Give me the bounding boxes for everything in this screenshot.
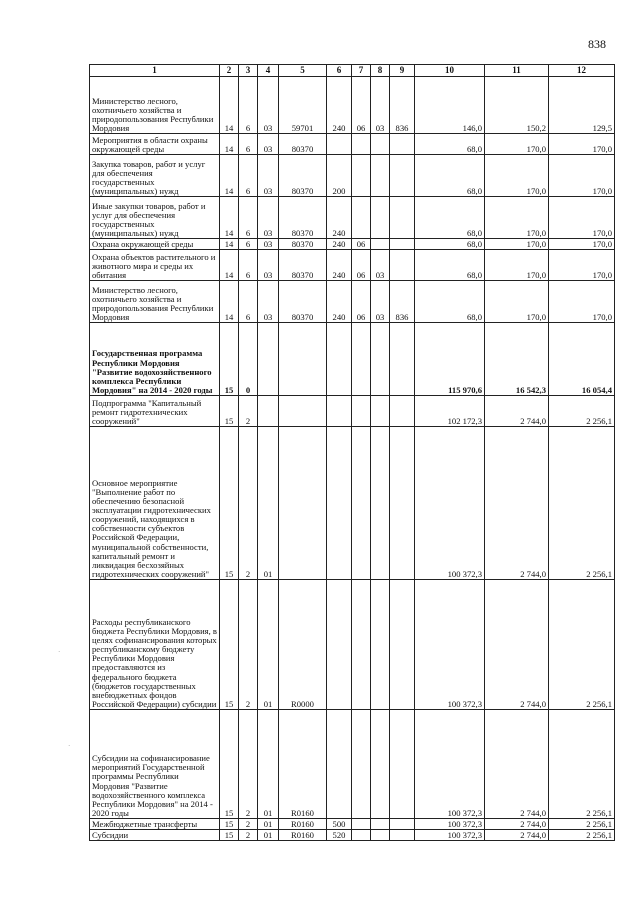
cell-code-9 (390, 197, 415, 239)
cell-code-4: 01 (258, 710, 279, 819)
table-row (90, 580, 615, 710)
cell-code-9 (390, 323, 415, 396)
column-header: 6 (327, 65, 352, 77)
cell-code-5: 80370 (279, 239, 327, 250)
row-name-cell: Субсидии на софинансирование мероприятий Государственной программы Республики Мордовия "Развитие водохозяйственного комплекса Республики Мордовия" на 2014 - 2020 годы (90, 710, 220, 819)
cell-code-5: 80370 (279, 155, 327, 197)
cell-code-7: 06 (352, 77, 371, 134)
cell-code-5: 59701 (279, 77, 327, 134)
cell-code-4: 01 (258, 830, 279, 841)
row-name-cell: Охрана объектов растительного и животного мира и среды их обитания (90, 250, 220, 281)
cell-code-9 (390, 710, 415, 819)
cell-amount-10: 100 372,3 (415, 427, 485, 580)
column-header: 1 (90, 65, 220, 77)
cell-amount-12: 2 256,1 (549, 396, 615, 427)
cell-code-8 (371, 155, 390, 197)
table-row (90, 197, 615, 239)
cell-code-6 (327, 580, 352, 710)
cell-code-8 (371, 427, 390, 580)
column-header: 8 (371, 65, 390, 77)
cell-code-6: 240 (327, 197, 352, 239)
cell-code-3: 6 (239, 77, 258, 134)
cell-amount-11: 170,0 (485, 155, 549, 197)
cell-code-9 (390, 580, 415, 710)
cell-code-2: 14 (220, 239, 239, 250)
table-row (90, 155, 615, 197)
cell-code-4: 03 (258, 134, 279, 155)
cell-code-8: 03 (371, 77, 390, 134)
cell-amount-10: 68,0 (415, 155, 485, 197)
cell-code-7 (352, 830, 371, 841)
cell-amount-11: 2 744,0 (485, 427, 549, 580)
cell-code-6: 500 (327, 819, 352, 830)
cell-amount-12: 170,0 (549, 134, 615, 155)
table-row (90, 250, 615, 281)
cell-code-7: 06 (352, 239, 371, 250)
cell-code-2: 14 (220, 77, 239, 134)
cell-code-8 (371, 819, 390, 830)
row-name-cell: Подпрограмма "Капитальный ремонт гидротехнических сооружений" (90, 396, 220, 427)
cell-amount-12: 129,5 (549, 77, 615, 134)
table-row (90, 830, 615, 841)
table-row (90, 396, 615, 427)
scan-mark: · (68, 742, 71, 750)
table-row (90, 710, 615, 819)
column-header: 3 (239, 65, 258, 77)
cell-amount-10: 146,0 (415, 77, 485, 134)
cell-code-2: 15 (220, 830, 239, 841)
cell-code-8 (371, 580, 390, 710)
cell-amount-12: 2 256,1 (549, 710, 615, 819)
cell-code-3: 2 (239, 710, 258, 819)
row-name-cell: Закупка товаров, работ и услуг для обеспечения государственных (муниципальных) нужд (90, 155, 220, 197)
cell-code-7: 06 (352, 250, 371, 281)
cell-code-3: 2 (239, 427, 258, 580)
cell-code-3: 6 (239, 197, 258, 239)
row-name-cell: Иные закупки товаров, работ и услуг для обеспечения государственных (муниципальных) нужд (90, 197, 220, 239)
cell-code-9: 836 (390, 77, 415, 134)
column-header: 4 (258, 65, 279, 77)
row-name-cell: Государственная программа Республики Мордовия "Развитие водохозяйственного комплекса Республики Мордовия" на 2014 - 2020 годы (90, 323, 220, 396)
cell-code-8 (371, 710, 390, 819)
column-header: 12 (549, 65, 615, 77)
cell-code-7 (352, 710, 371, 819)
cell-code-8 (371, 197, 390, 239)
cell-code-3: 6 (239, 281, 258, 323)
column-header: 7 (352, 65, 371, 77)
column-header: 5 (279, 65, 327, 77)
cell-amount-11: 170,0 (485, 239, 549, 250)
cell-code-8: 03 (371, 250, 390, 281)
cell-code-9 (390, 396, 415, 427)
cell-code-5: R0160 (279, 710, 327, 819)
cell-code-5: 80370 (279, 134, 327, 155)
row-name-cell: Субсидии (90, 830, 220, 841)
cell-code-8: 03 (371, 281, 390, 323)
cell-amount-12: 2 256,1 (549, 580, 615, 710)
cell-code-5: R0160 (279, 830, 327, 841)
cell-code-2: 15 (220, 427, 239, 580)
cell-code-9: 836 (390, 281, 415, 323)
table-row (90, 819, 615, 830)
cell-code-6: 240 (327, 250, 352, 281)
column-header: 11 (485, 65, 549, 77)
table-row (90, 427, 615, 580)
cell-amount-12: 16 054,4 (549, 323, 615, 396)
cell-amount-10: 68,0 (415, 197, 485, 239)
cell-code-3: 6 (239, 250, 258, 281)
cell-code-7: 06 (352, 281, 371, 323)
cell-code-3: 6 (239, 134, 258, 155)
cell-code-5: R0160 (279, 819, 327, 830)
cell-code-5: 80370 (279, 197, 327, 239)
cell-code-8 (371, 239, 390, 250)
cell-code-7 (352, 580, 371, 710)
cell-code-4: 03 (258, 155, 279, 197)
cell-amount-12: 170,0 (549, 281, 615, 323)
cell-code-9 (390, 830, 415, 841)
cell-code-6 (327, 323, 352, 396)
row-name-cell: Мероприятия в области охраны окружающей среды (90, 134, 220, 155)
column-header: 10 (415, 65, 485, 77)
row-name-cell: Основное мероприятие "Выполнение работ по обеспечению безопасной эксплуатации гидротехнических сооружений, находящихся в собственности субъектов Российской Федерации, муниципальной собственности, капитальный ремонт и ликвидация бесхозяйных гидротехнических сооружений" (90, 427, 220, 580)
cell-code-9 (390, 155, 415, 197)
cell-code-7 (352, 396, 371, 427)
cell-code-7 (352, 197, 371, 239)
cell-code-6: 200 (327, 155, 352, 197)
cell-amount-10: 68,0 (415, 239, 485, 250)
row-name-cell: Министерство лесного, охотничьего хозяйства и природопользования Республики Мордовия (90, 77, 220, 134)
row-name-cell: Охрана окружающей среды (90, 239, 220, 250)
cell-code-4: 01 (258, 819, 279, 830)
cell-code-8 (371, 830, 390, 841)
cell-code-2: 15 (220, 323, 239, 396)
row-name-cell: Межбюджетные трансферты (90, 819, 220, 830)
cell-code-2: 15 (220, 819, 239, 830)
cell-code-7 (352, 134, 371, 155)
cell-code-2: 15 (220, 710, 239, 819)
cell-code-3: 6 (239, 239, 258, 250)
cell-code-7 (352, 427, 371, 580)
budget-table (89, 64, 615, 841)
cell-code-3: 2 (239, 580, 258, 710)
cell-code-6: 240 (327, 239, 352, 250)
cell-code-7 (352, 155, 371, 197)
cell-amount-12: 2 256,1 (549, 427, 615, 580)
cell-code-4: 03 (258, 281, 279, 323)
cell-code-3: 0 (239, 323, 258, 396)
cell-code-2: 14 (220, 134, 239, 155)
cell-amount-12: 2 256,1 (549, 819, 615, 830)
cell-code-6: 240 (327, 281, 352, 323)
cell-amount-11: 2 744,0 (485, 396, 549, 427)
cell-code-7 (352, 819, 371, 830)
cell-code-6 (327, 134, 352, 155)
cell-code-9 (390, 250, 415, 281)
column-header: 9 (390, 65, 415, 77)
cell-amount-11: 2 744,0 (485, 830, 549, 841)
page-number: 838 (588, 37, 606, 51)
cell-amount-11: 170,0 (485, 250, 549, 281)
cell-code-2: 14 (220, 197, 239, 239)
cell-code-4: 01 (258, 580, 279, 710)
cell-code-5 (279, 427, 327, 580)
cell-amount-10: 68,0 (415, 134, 485, 155)
cell-code-3: 2 (239, 830, 258, 841)
cell-code-4: 03 (258, 197, 279, 239)
cell-amount-12: 170,0 (549, 155, 615, 197)
cell-code-4: 03 (258, 77, 279, 134)
table-row (90, 77, 615, 134)
cell-code-5: R0000 (279, 580, 327, 710)
scan-mark: · (58, 648, 61, 656)
cell-code-9 (390, 819, 415, 830)
cell-code-4 (258, 396, 279, 427)
cell-code-5 (279, 396, 327, 427)
cell-amount-11: 16 542,3 (485, 323, 549, 396)
cell-code-6 (327, 427, 352, 580)
cell-code-2: 15 (220, 396, 239, 427)
cell-code-4: 03 (258, 239, 279, 250)
cell-amount-10: 115 970,6 (415, 323, 485, 396)
cell-code-5: 80370 (279, 250, 327, 281)
cell-amount-12: 170,0 (549, 250, 615, 281)
cell-code-5 (279, 323, 327, 396)
table-header-row (90, 65, 615, 77)
cell-code-8 (371, 396, 390, 427)
row-name-cell: Расходы республиканского бюджета Республики Мордовия, в целях софинансирования которых республиканскому бюджету Республики Мордовия предоставляются из федерального бюджета (бюджетов государственных внебюджетных фондов Российской Федерации) субсидии (90, 580, 220, 710)
table-row (90, 239, 615, 250)
cell-code-8 (371, 134, 390, 155)
cell-code-4 (258, 323, 279, 396)
cell-code-6: 520 (327, 830, 352, 841)
cell-amount-11: 150,2 (485, 77, 549, 134)
cell-amount-11: 2 744,0 (485, 710, 549, 819)
cell-code-9 (390, 427, 415, 580)
cell-amount-10: 100 372,3 (415, 580, 485, 710)
cell-amount-10: 100 372,3 (415, 819, 485, 830)
cell-amount-11: 170,0 (485, 134, 549, 155)
cell-code-6 (327, 710, 352, 819)
cell-code-8 (371, 323, 390, 396)
cell-code-3: 2 (239, 396, 258, 427)
cell-code-5: 80370 (279, 281, 327, 323)
table-row (90, 281, 615, 323)
cell-amount-11: 170,0 (485, 197, 549, 239)
cell-code-3: 6 (239, 155, 258, 197)
cell-code-9 (390, 239, 415, 250)
cell-code-4: 01 (258, 427, 279, 580)
cell-amount-11: 2 744,0 (485, 580, 549, 710)
cell-code-4: 03 (258, 250, 279, 281)
cell-code-6: 240 (327, 77, 352, 134)
cell-amount-11: 170,0 (485, 281, 549, 323)
cell-amount-12: 170,0 (549, 239, 615, 250)
cell-amount-10: 102 172,3 (415, 396, 485, 427)
cell-code-2: 14 (220, 155, 239, 197)
cell-amount-10: 68,0 (415, 281, 485, 323)
cell-amount-12: 170,0 (549, 197, 615, 239)
cell-code-2: 14 (220, 281, 239, 323)
cell-amount-10: 100 372,3 (415, 710, 485, 819)
cell-code-2: 14 (220, 250, 239, 281)
table-row (90, 134, 615, 155)
cell-amount-11: 2 744,0 (485, 819, 549, 830)
cell-code-2: 15 (220, 580, 239, 710)
cell-code-6 (327, 396, 352, 427)
row-name-cell: Министерство лесного, охотничьего хозяйства и природопользования Республики Мордовия (90, 281, 220, 323)
cell-code-7 (352, 323, 371, 396)
column-header: 2 (220, 65, 239, 77)
cell-amount-10: 68,0 (415, 250, 485, 281)
cell-code-9 (390, 134, 415, 155)
cell-amount-12: 2 256,1 (549, 830, 615, 841)
cell-amount-10: 100 372,3 (415, 830, 485, 841)
cell-code-3: 2 (239, 819, 258, 830)
table-row (90, 323, 615, 396)
